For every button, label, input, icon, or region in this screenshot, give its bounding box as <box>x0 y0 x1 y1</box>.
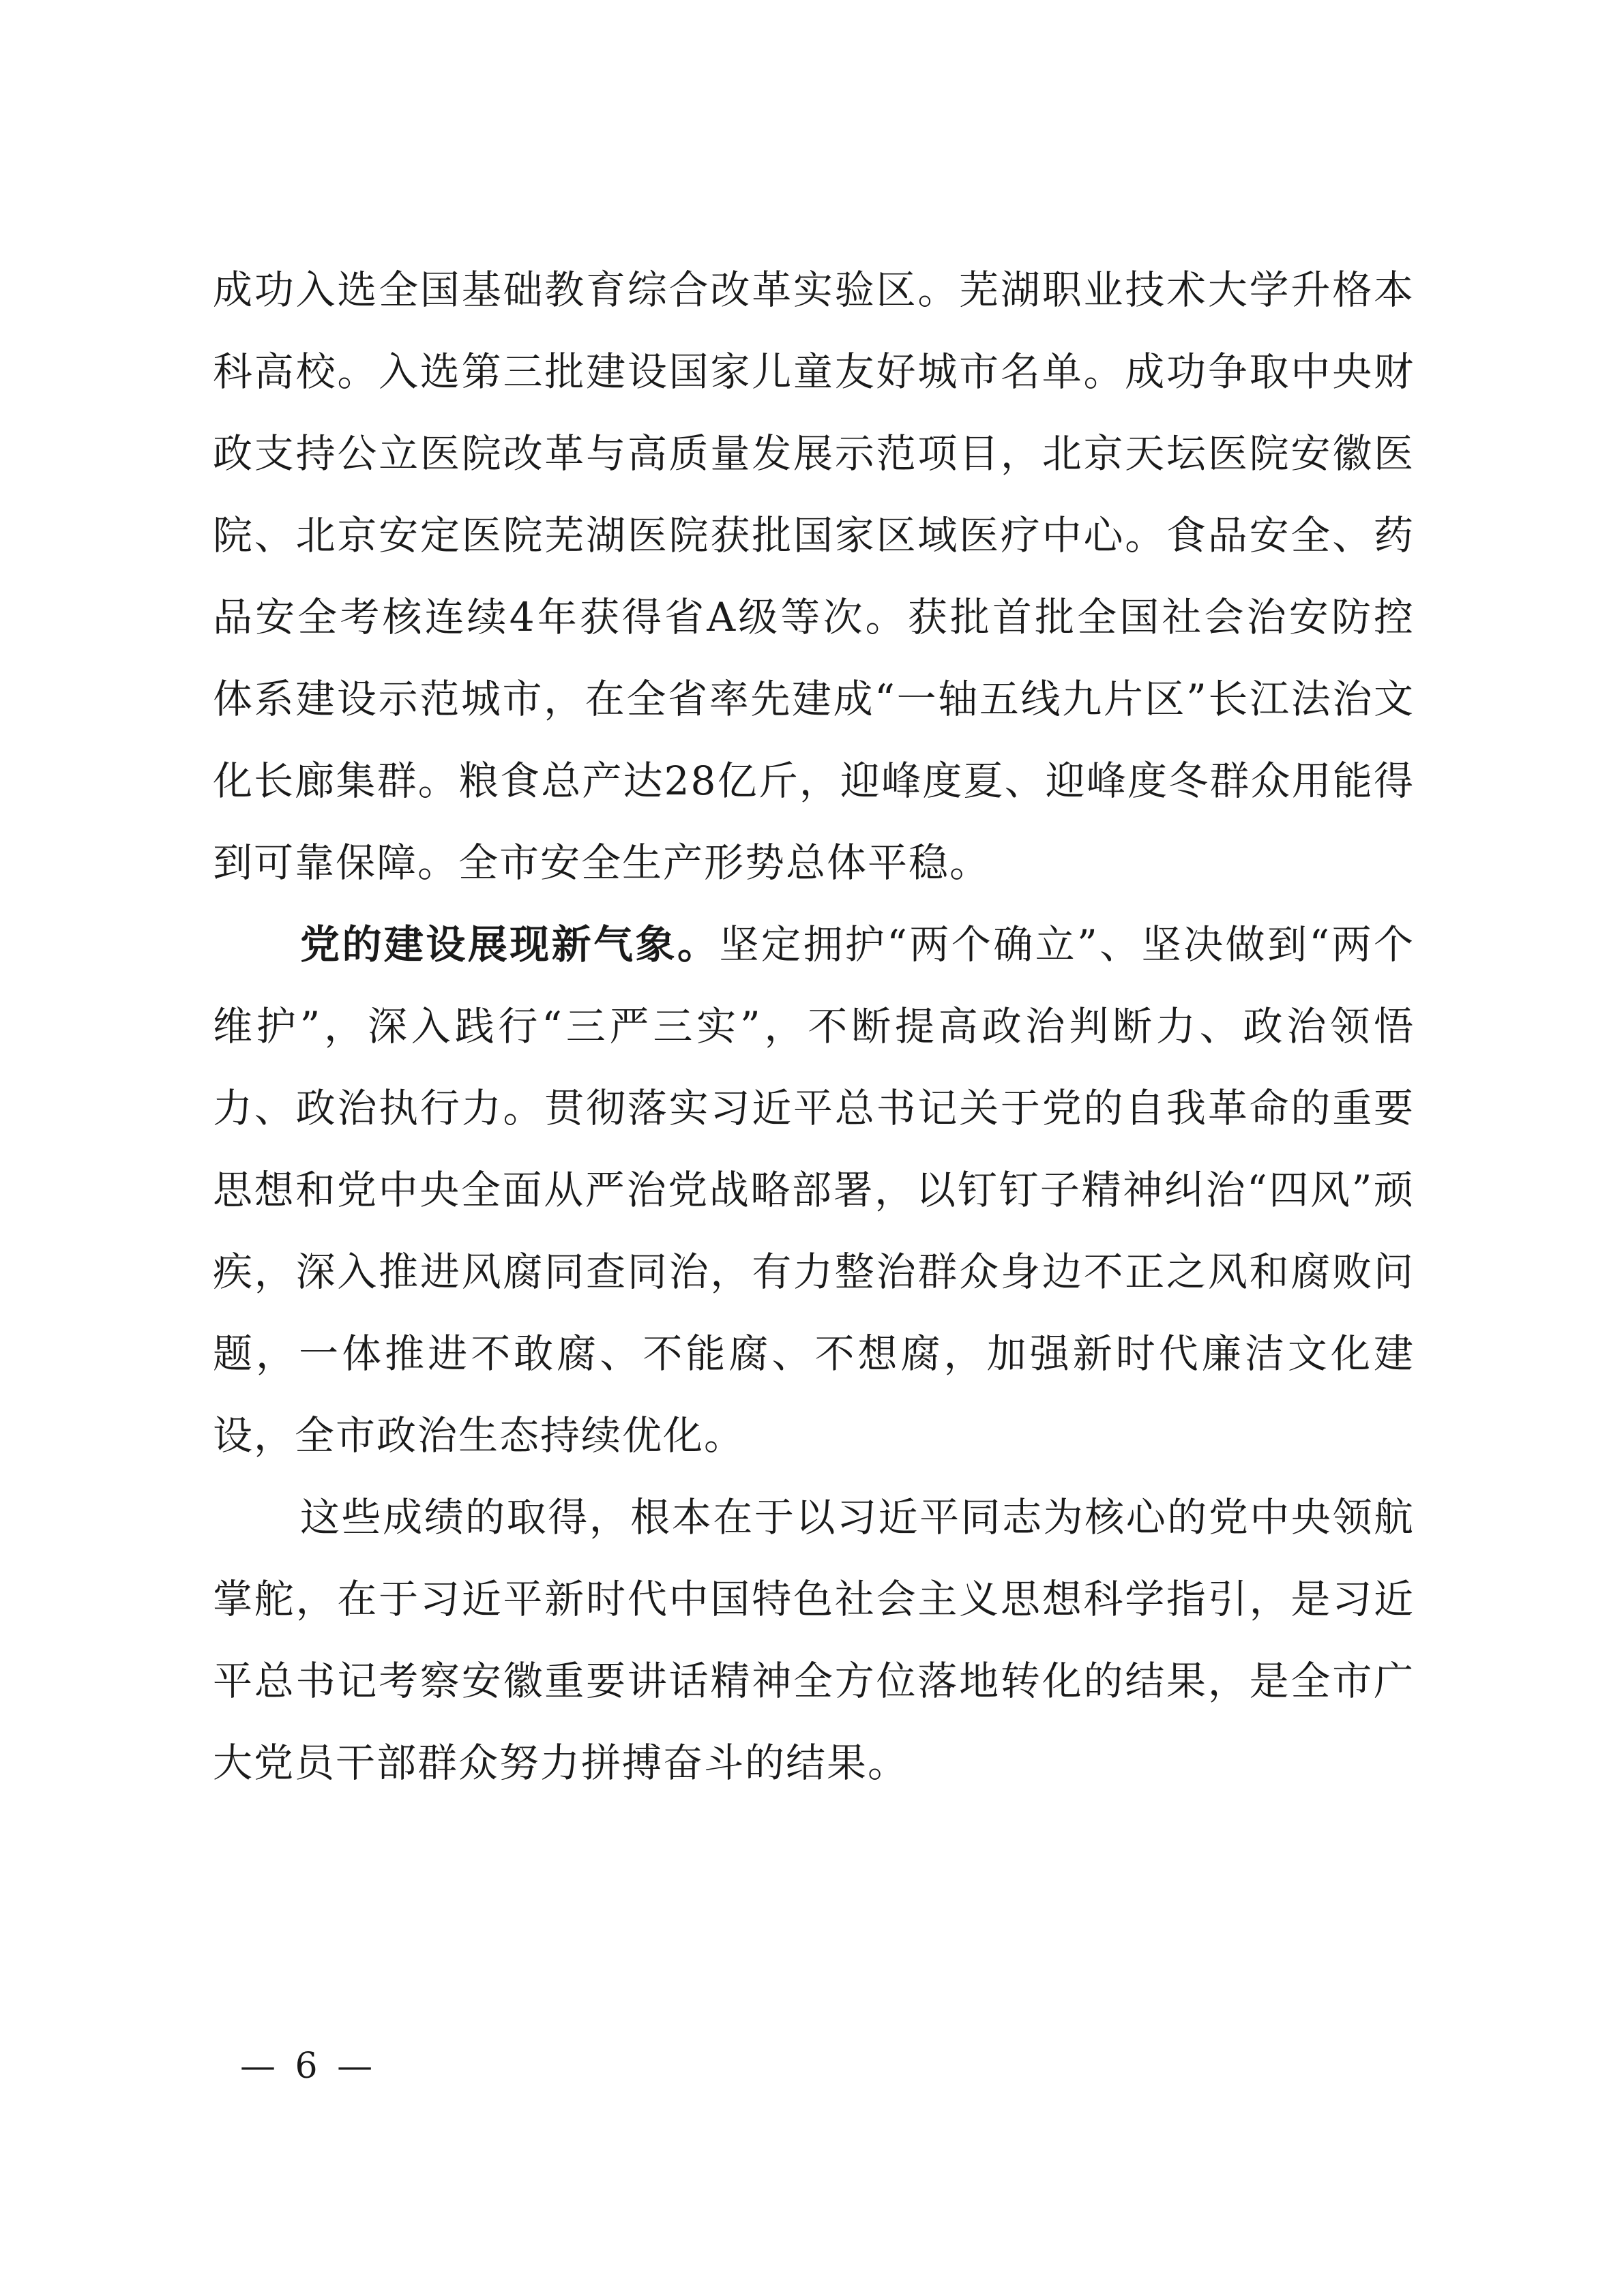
paragraph-text: 坚定拥护“两个确立”、坚决做到“两个维护”，深入践行“三严三实”，不断提高政治判断力、政治领悟力、政治执行力。贯彻落实习近平总书记关于党的自我革命的重要思想和党中央全面从严治党战略部署，以钉钉子精神纠治“四风”顽疾，深入推进风腐同查同治，有力整治群众身边不正之风和腐败问题，一体推进不敢腐、不能腐、不想腐，加强新时代廉洁文化建设，全市政治生态持续优化。 <box>213 921 1415 1459</box>
paragraph-achievements-summary <box>213 1476 1415 1804</box>
body-text <box>213 249 1415 1804</box>
paragraph-text: 成功入选全国基础教育综合改革实验区。芜湖职业技术大学升格本科高校。入选第三批建设国家儿童友好城市名单。成功争取中央财政支持公立医院改革与高质量发展示范项目，北京天坛医院安徽医院、北京安定医院芜湖医院获批国家区域医疗中心。食品安全、药品安全考核连续4年获得省A级等次。获批首批全国社会治安防控体系建设示范城市，在全省率先建成“一轴五线九片区”长江法治文化长廊集群。粮食总产达28亿斤，迎峰度夏、迎峰度冬群众用能得到可靠保障。全市安全生产形势总体平稳。 <box>213 267 1415 886</box>
paragraph-party-building <box>213 904 1415 1476</box>
paragraph-continuation <box>213 249 1415 904</box>
page-number: — 6 — <box>240 2046 377 2087</box>
paragraph-lead-heading: 党的建设展现新气象。 <box>300 921 720 968</box>
paragraph-text: 这些成绩的取得，根本在于以习近平同志为核心的党中央领航掌舵，在于习近平新时代中国特色社会主义思想科学指引，是习近平总书记考察安徽重要讲话精神全方位落地转化的结果，是全市广大党员干部群众努力拼搏奋斗的结果。 <box>213 1494 1415 1786</box>
